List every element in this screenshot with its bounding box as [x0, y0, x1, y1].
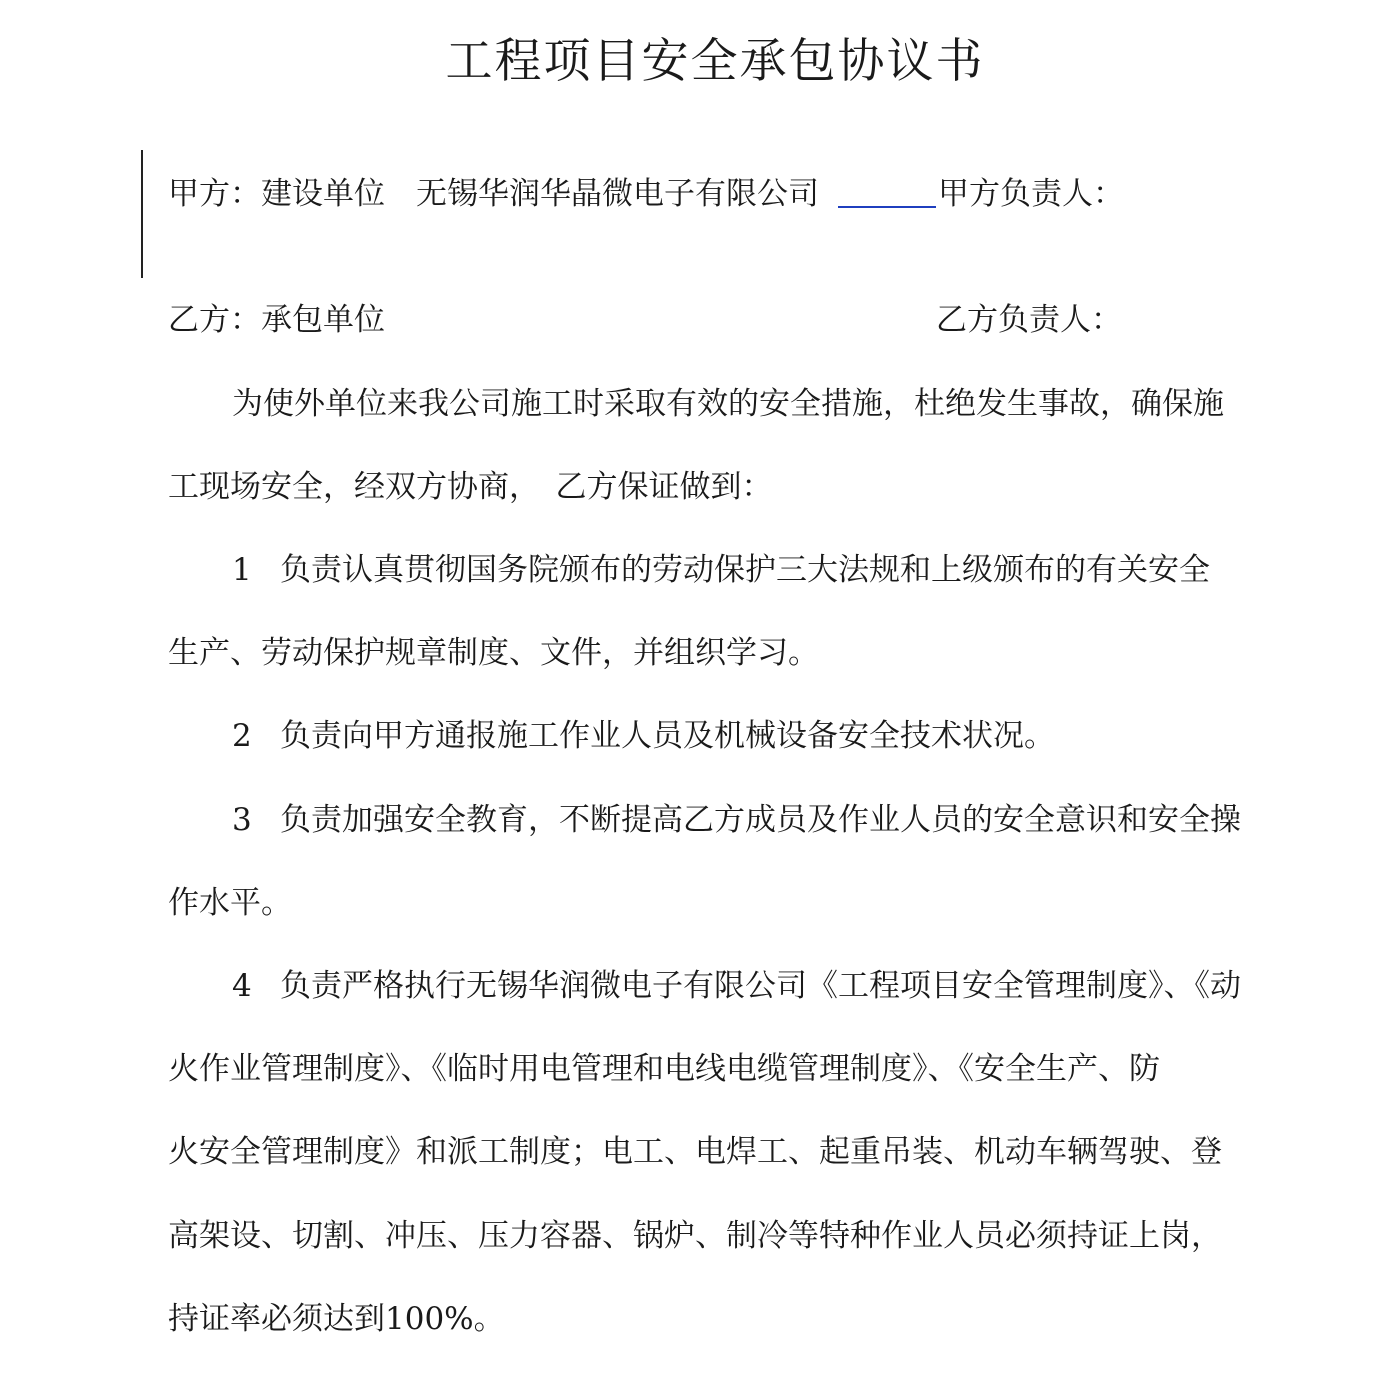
- document-title: 工程项目安全承包协议书: [445, 34, 985, 89]
- item-number: 4: [232, 968, 252, 1004]
- item-number: 1: [232, 552, 252, 588]
- signature-blank-line: [838, 206, 936, 208]
- item-3-line-2: 作水平。: [168, 885, 292, 921]
- item-1-line-2: 生产、劳动保护规章制度、文件，并组织学习。: [168, 635, 819, 671]
- item-text: 负责严格执行无锡华润微电子有限公司《工程项目安全管理制度》、《动: [280, 968, 1241, 1004]
- item-text: 负责向甲方通报施工作业人员及机械设备安全技术状况。: [280, 718, 1055, 754]
- item-4-line-2: 火作业管理制度》、《临时用电管理和电线电缆管理制度》、《安全生产、防: [168, 1051, 1160, 1087]
- item-text: 负责加强安全教育，不断提高乙方成员及作业人员的安全意识和安全操: [280, 802, 1241, 838]
- item-4-line-3: 火安全管理制度》和派工制度；电工、电焊工、起重吊装、机动车辆驾驶、登: [168, 1134, 1222, 1170]
- item-2-line-1: [232, 716, 1055, 756]
- item-4-line-1: [232, 966, 1241, 1006]
- intro-line-2: 工现场安全，经双方协商， 乙方保证做到：: [168, 469, 773, 505]
- margin-change-bar: [141, 150, 143, 278]
- intro-line-1: 为使外单位来我公司施工时采取有效的安全措施，杜绝发生事故，确保施: [232, 386, 1224, 422]
- party-b-rep-label: 乙方负责人：: [936, 302, 1122, 338]
- item-4-line-5: 持证率必须达到100%。: [168, 1301, 505, 1337]
- item-3-line-1: [232, 800, 1241, 840]
- item-text: 负责认真贯彻国务院颁布的劳动保护三大法规和上级颁布的有关安全: [280, 552, 1210, 588]
- item-number: 3: [232, 802, 252, 838]
- party-b-label: 乙方：承包单位: [168, 302, 385, 338]
- party-a-rep-label: 甲方负责人：: [938, 176, 1124, 212]
- item-number: 2: [232, 718, 252, 754]
- item-1-line-1: [232, 550, 1210, 590]
- party-a-label: 甲方：建设单位 无锡华润华晶微电子有限公司: [168, 176, 819, 212]
- item-4-line-4: 高架设、切割、冲压、压力容器、锅炉、制冷等特种作业人员必须持证上岗，: [168, 1218, 1222, 1254]
